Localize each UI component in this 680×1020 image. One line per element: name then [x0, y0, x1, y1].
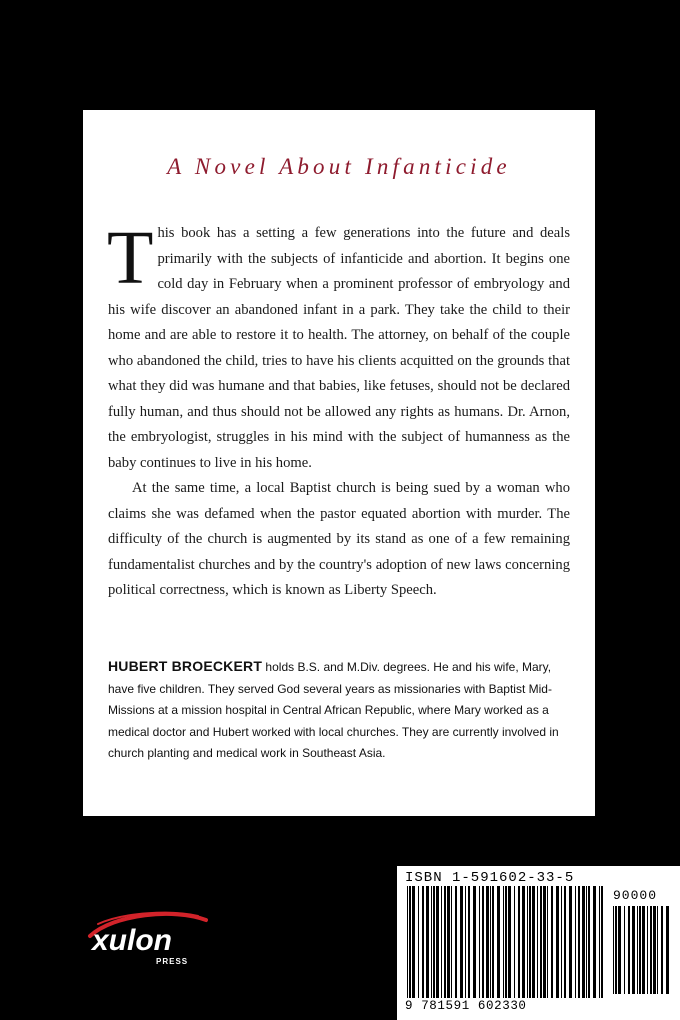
barcode-bar: [575, 886, 576, 998]
price-barcode-bars: [611, 906, 673, 994]
barcode-bar: [426, 886, 429, 998]
barcode-bar: [642, 906, 645, 994]
book-description: [107, 216, 570, 604]
barcode-bar: [451, 886, 452, 998]
drop-cap: T: [107, 216, 154, 300]
barcode-bar: [447, 886, 450, 998]
barcode-bar: [479, 886, 480, 998]
barcode-bar: [537, 886, 538, 998]
barcode-bar: [647, 906, 648, 994]
barcode-bar: [578, 886, 580, 998]
barcode-bar: [441, 886, 442, 998]
barcode-bar: [497, 886, 500, 998]
barcode-bar: [422, 886, 424, 998]
barcode-bar: [492, 886, 494, 998]
logo-wordmark: xulon: [92, 924, 172, 957]
barcode-bar: [468, 886, 470, 998]
barcode-bar: [588, 886, 590, 998]
back-cover-panel: [83, 110, 595, 816]
barcode-bar: [624, 906, 625, 994]
author-bio: [108, 656, 574, 765]
price-code: 90000: [613, 888, 658, 903]
barcode-bar: [407, 886, 408, 998]
barcode-bar: [508, 886, 511, 998]
barcode-bar: [543, 886, 546, 998]
barcode-bar: [436, 886, 439, 998]
barcode-bar: [547, 886, 548, 998]
barcode-bar: [455, 886, 457, 998]
barcode-bar: [418, 886, 419, 998]
barcode-bar: [444, 886, 446, 998]
barcode-bar: [412, 886, 415, 998]
barcode-bar: [505, 886, 507, 998]
author-name: HUBERT BROECKERT: [108, 658, 263, 674]
barcode-number: 9 781591 602330: [405, 999, 527, 1013]
barcode-bar: [639, 906, 641, 994]
barcode-bar: [482, 886, 484, 998]
barcode-bar: [586, 886, 587, 998]
author-bio-text: holds B.S. and M.Div. degrees. He and his wife, Mary, have five children. They served God several years as missionaries with Baptist Mid-Missions at a mission hospital in Central African Republic, where Mary worked as a medical doctor and Hubert worked with local churches. They are currently involved in church planting and medical work in Southeast Asia.: [108, 660, 559, 760]
barcode-bar: [615, 906, 617, 994]
barcode-bar: [569, 886, 572, 998]
barcode-bar: [490, 886, 491, 998]
barcode-bar: [518, 886, 520, 998]
logo-subtext: PRESS: [156, 957, 189, 966]
barcode-bar: [465, 886, 466, 998]
barcode-bar: [618, 906, 621, 994]
barcode-bar: [650, 906, 652, 994]
barcode-bar: [433, 886, 435, 998]
barcode-bar: [529, 886, 531, 998]
barcode-bar: [599, 886, 600, 998]
barcode-bar: [473, 886, 476, 998]
barcode-bar: [593, 886, 596, 998]
barcode-bar: [551, 886, 553, 998]
barcode-bar: [409, 886, 411, 998]
barcode-bar: [431, 886, 432, 998]
barcode-bar: [613, 906, 614, 994]
barcode-bar: [657, 906, 658, 994]
barcode-bar: [540, 886, 542, 998]
barcode-bar: [532, 886, 535, 998]
barcode-bar: [653, 906, 656, 994]
barcode-bar: [661, 906, 663, 994]
description-paragraph-2: At the same time, a local Baptist church is being sued by a woman who claims she was defamed when the pastor equated abortion with murder. The difficulty of the church is augmented by its stand as one of a few remaining fundamentalist churches and by the country's adoption of new laws concerning political correctness, which is known as Liberty Speech.: [108, 480, 570, 598]
barcode-bar: [503, 886, 504, 998]
barcode-bar: [637, 906, 638, 994]
barcode-bar: [556, 886, 559, 998]
barcode-bar: [527, 886, 528, 998]
barcode-bar: [601, 886, 603, 998]
barcode-bar: [564, 886, 566, 998]
description-paragraph-1-text: his book has a setting a few generations into the future and deals primarily with the subjects of infanticide and abortion. It begins one cold day in February when a prominent professor of embryology and his wife discover an abandoned infant in a park. They take the child to their home and are able to restore it to health. The attorney, on behalf of the couple who abandoned the child, tries to have his clients acquitted on the grounds that what they did was humane and that babies, like fetuses, should not be declared fully human, and thus should not be allowed any rights as humans. Dr. Arnon, the embryologist, struggles in his mind with the subject of humanness as the baby continues to live in his home.: [108, 225, 570, 471]
barcode-bar: [514, 886, 515, 998]
barcode-bar: [666, 906, 669, 994]
isbn-text: ISBN 1-591602-33-5: [405, 870, 575, 886]
publisher-logo: [84, 906, 214, 972]
barcode-bar: [632, 906, 635, 994]
isbn-barcode: [397, 866, 680, 1020]
barcode-bar: [486, 886, 489, 998]
tagline: A Novel About Infanticide: [167, 154, 511, 179]
barcode-bar: [628, 906, 630, 994]
barcode-bar: [561, 886, 562, 998]
barcode-bar: [582, 886, 585, 998]
barcode-bar: [522, 886, 525, 998]
description-paragraph-1: [107, 216, 570, 476]
barcode-bar: [460, 886, 463, 998]
barcode-bars: [405, 886, 605, 998]
